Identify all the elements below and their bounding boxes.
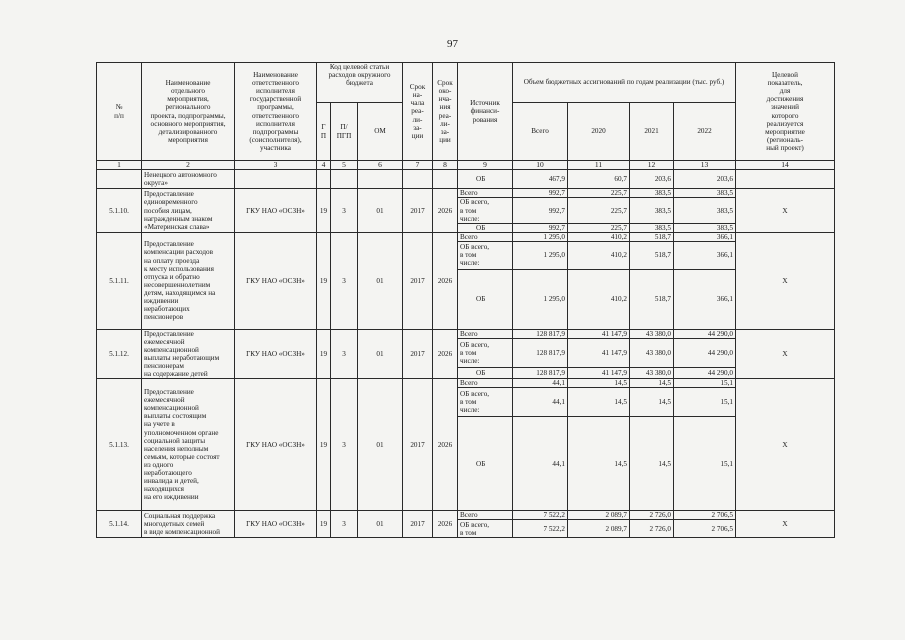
ppgp-code: 3: [331, 232, 358, 329]
header-2021: 2021: [630, 103, 674, 161]
row-id: 5.1.12.: [97, 329, 142, 378]
header-no: № п/п: [97, 63, 142, 161]
start-year: 2017: [403, 232, 433, 329]
gp-code: 19: [317, 189, 331, 232]
om-code: [358, 170, 403, 189]
column-number: 14: [736, 161, 835, 170]
target-indicator: X: [736, 189, 835, 232]
row-id: 5.1.14.: [97, 511, 142, 538]
total-value: 44,1: [513, 388, 568, 417]
om-code: 01: [358, 379, 403, 511]
end-year: 2026: [433, 511, 458, 538]
value-2022: 366,1: [674, 269, 736, 329]
executor: ГКУ НАО «ОСЗН»: [235, 189, 317, 232]
table-body: [97, 63, 835, 538]
column-number: 2: [142, 161, 235, 170]
executor: ГКУ НАО «ОСЗН»: [235, 329, 317, 378]
value-2020: 410,2: [568, 232, 630, 241]
page-number: 97: [447, 38, 458, 50]
finance-source: Всего: [458, 379, 513, 388]
value-2020: 2 089,7: [568, 520, 630, 538]
start-year: 2017: [403, 379, 433, 511]
column-number: 13: [674, 161, 736, 170]
row-id: [97, 170, 142, 189]
total-value: 128 817,9: [513, 367, 568, 378]
end-year: 2026: [433, 329, 458, 378]
value-2020: 41 147,9: [568, 339, 630, 368]
om-code: 01: [358, 329, 403, 378]
finance-source: Всего: [458, 329, 513, 338]
end-year: [433, 170, 458, 189]
event-name: Предоставление ежемесячной компенсационной выплаты неработающим пенсионерам на содержание детей: [142, 329, 235, 378]
executor: ГКУ НАО «ОСЗН»: [235, 379, 317, 511]
column-number-row: [97, 161, 835, 170]
value-2020: 41 147,9: [568, 367, 630, 378]
finance-source: ОБ всего, в том числе:: [458, 241, 513, 269]
ppgp-code: 3: [331, 189, 358, 232]
value-2021: 383,5: [630, 198, 674, 223]
total-value: 7 522,2: [513, 511, 568, 520]
header-2022: 2022: [674, 103, 736, 161]
total-value: 992,7: [513, 198, 568, 223]
value-2020: 2 089,7: [568, 511, 630, 520]
header-2020: 2020: [568, 103, 630, 161]
value-2021: 518,7: [630, 232, 674, 241]
value-2021: 14,5: [630, 388, 674, 417]
ppgp-code: 3: [331, 511, 358, 538]
start-year: 2017: [403, 329, 433, 378]
value-2022: 15,1: [674, 417, 736, 511]
gp-code: 19: [317, 232, 331, 329]
gp-code: 19: [317, 329, 331, 378]
value-2020: 14,5: [568, 388, 630, 417]
column-number: 3: [235, 161, 317, 170]
total-value: 44,1: [513, 417, 568, 511]
finance-source: ОБ: [458, 367, 513, 378]
value-2022: 44 290,0: [674, 329, 736, 338]
om-code: 01: [358, 511, 403, 538]
target-indicator: X: [736, 232, 835, 329]
value-2021: 2 726,0: [630, 511, 674, 520]
finance-source: ОБ всего, в том: [458, 520, 513, 538]
value-2022: 203,6: [674, 170, 736, 189]
table-row: [97, 189, 835, 198]
column-number: 9: [458, 161, 513, 170]
finance-source: ОБ всего, в том числе:: [458, 339, 513, 368]
event-name: Предоставление компенсации расходов на оплату проезда к месту использования отпуска и обратно несовершеннолетним детям, находящимся на иждивении неработающих пенсионеров: [142, 232, 235, 329]
header-event-name: Наименование отдельного мероприятия, регионального проекта, подпрограммы, основного мероприятия, детализированного мероприятия: [142, 63, 235, 161]
ppgp-code: [331, 170, 358, 189]
finance-source: ОБ: [458, 269, 513, 329]
table-row: [97, 379, 835, 388]
value-2021: 43 380,0: [630, 339, 674, 368]
value-2021: 383,5: [630, 189, 674, 198]
executor: ГКУ НАО «ОСЗН»: [235, 511, 317, 538]
value-2022: 383,5: [674, 198, 736, 223]
table-row: [97, 232, 835, 241]
row-id: 5.1.10.: [97, 189, 142, 232]
header-end: Срок око- нча- ния реа- ли- за- ции: [433, 63, 458, 161]
total-value: 992,7: [513, 189, 568, 198]
value-2021: 383,5: [630, 223, 674, 232]
value-2020: 225,7: [568, 189, 630, 198]
end-year: 2026: [433, 379, 458, 511]
continuation-row: [97, 170, 835, 189]
row-id: 5.1.11.: [97, 232, 142, 329]
start-year: 2017: [403, 189, 433, 232]
header-target: Целевой показатель, для достижения значений которого реализуется мероприятие (региональ- ный проект): [736, 63, 835, 161]
total-value: 44,1: [513, 379, 568, 388]
budget-allocation-table: [96, 62, 835, 538]
gp-code: 19: [317, 379, 331, 511]
value-2022: 383,5: [674, 189, 736, 198]
total-value: 1 295,0: [513, 269, 568, 329]
column-number: 1: [97, 161, 142, 170]
ppgp-code: 3: [331, 379, 358, 511]
column-number: 10: [513, 161, 568, 170]
column-number: 6: [358, 161, 403, 170]
event-name: Ненецкого автономного округа»: [142, 170, 235, 189]
value-2020: 410,2: [568, 269, 630, 329]
header-executor: Наименование ответственного исполнителя государственной программы, ответственного исполнителя подпрограммы (соисполнителя), участника: [235, 63, 317, 161]
column-number: 12: [630, 161, 674, 170]
header-source: Источник финанси- рования: [458, 63, 513, 161]
total-value: 128 817,9: [513, 339, 568, 368]
value-2020: 410,2: [568, 241, 630, 269]
column-number: 11: [568, 161, 630, 170]
header-start: Срок на- чала реа- ли- за- ции: [403, 63, 433, 161]
header-om: ОМ: [358, 103, 403, 161]
value-2021: 43 380,0: [630, 367, 674, 378]
table-row: [97, 511, 835, 520]
column-number: 5: [331, 161, 358, 170]
header-code-group: Код целевой статьи расходов окружного бюджета: [317, 63, 403, 103]
ppgp-code: 3: [331, 329, 358, 378]
total-value: 467,9: [513, 170, 568, 189]
finance-source: Всего: [458, 189, 513, 198]
finance-source: Всего: [458, 511, 513, 520]
end-year: 2026: [433, 232, 458, 329]
value-2021: 518,7: [630, 269, 674, 329]
start-year: [403, 170, 433, 189]
table-row: [97, 329, 835, 338]
value-2020: 60,7: [568, 170, 630, 189]
header-row: [97, 63, 835, 103]
executor: ГКУ НАО «ОСЗН»: [235, 232, 317, 329]
value-2020: 225,7: [568, 198, 630, 223]
total-value: 1 295,0: [513, 232, 568, 241]
column-number: 7: [403, 161, 433, 170]
finance-source: ОБ всего, в том числе:: [458, 198, 513, 223]
executor: [235, 170, 317, 189]
total-value: 7 522,2: [513, 520, 568, 538]
event-name: Социальная поддержка многодетных семей в виде компенсационной: [142, 511, 235, 538]
header-ppgp: П/ ПГП: [331, 103, 358, 161]
row-id: 5.1.13.: [97, 379, 142, 511]
finance-source: ОБ всего, в том числе:: [458, 388, 513, 417]
value-2020: 14,5: [568, 379, 630, 388]
om-code: 01: [358, 189, 403, 232]
value-2022: 2 706,5: [674, 520, 736, 538]
end-year: 2026: [433, 189, 458, 232]
header-gp: ГП: [317, 103, 331, 161]
target-indicator: X: [736, 379, 835, 511]
start-year: 2017: [403, 511, 433, 538]
value-2022: 44 290,0: [674, 367, 736, 378]
target-indicator: X: [736, 329, 835, 378]
value-2020: 14,5: [568, 417, 630, 511]
column-number: 4: [317, 161, 331, 170]
event-name: Предоставление ежемесячной компенсационной выплаты состоящим на учете в уполномоченном органе социальной защиты населения неполным семьям, которые состоят из одного неработающего инвалида и детей, находящихся на его иждивении: [142, 379, 235, 511]
total-value: 128 817,9: [513, 329, 568, 338]
header-total: Всего: [513, 103, 568, 161]
total-value: 1 295,0: [513, 241, 568, 269]
value-2021: 518,7: [630, 241, 674, 269]
column-number: 8: [433, 161, 458, 170]
value-2021: 14,5: [630, 417, 674, 511]
finance-source: ОБ: [458, 170, 513, 189]
finance-source: ОБ: [458, 223, 513, 232]
header-volume-group: Объем бюджетных ассигнований по годам реализации (тыс. руб.): [513, 63, 736, 103]
gp-code: [317, 170, 331, 189]
value-2022: 15,1: [674, 388, 736, 417]
value-2022: 2 706,5: [674, 511, 736, 520]
value-2022: 366,1: [674, 232, 736, 241]
value-2022: 44 290,0: [674, 339, 736, 368]
target-indicator: X: [736, 511, 835, 538]
total-value: 992,7: [513, 223, 568, 232]
finance-source: ОБ: [458, 417, 513, 511]
value-2021: 2 726,0: [630, 520, 674, 538]
value-2022: 383,5: [674, 223, 736, 232]
finance-source: Всего: [458, 232, 513, 241]
target-indicator: [736, 170, 835, 189]
gp-code: 19: [317, 511, 331, 538]
value-2022: 15,1: [674, 379, 736, 388]
om-code: 01: [358, 232, 403, 329]
value-2022: 366,1: [674, 241, 736, 269]
value-2021: 203,6: [630, 170, 674, 189]
value-2020: 41 147,9: [568, 329, 630, 338]
value-2020: 225,7: [568, 223, 630, 232]
value-2021: 43 380,0: [630, 329, 674, 338]
value-2021: 14,5: [630, 379, 674, 388]
event-name: Предоставление единовременного пособия лицам, награжденным знаком «Материнская слава»: [142, 189, 235, 232]
